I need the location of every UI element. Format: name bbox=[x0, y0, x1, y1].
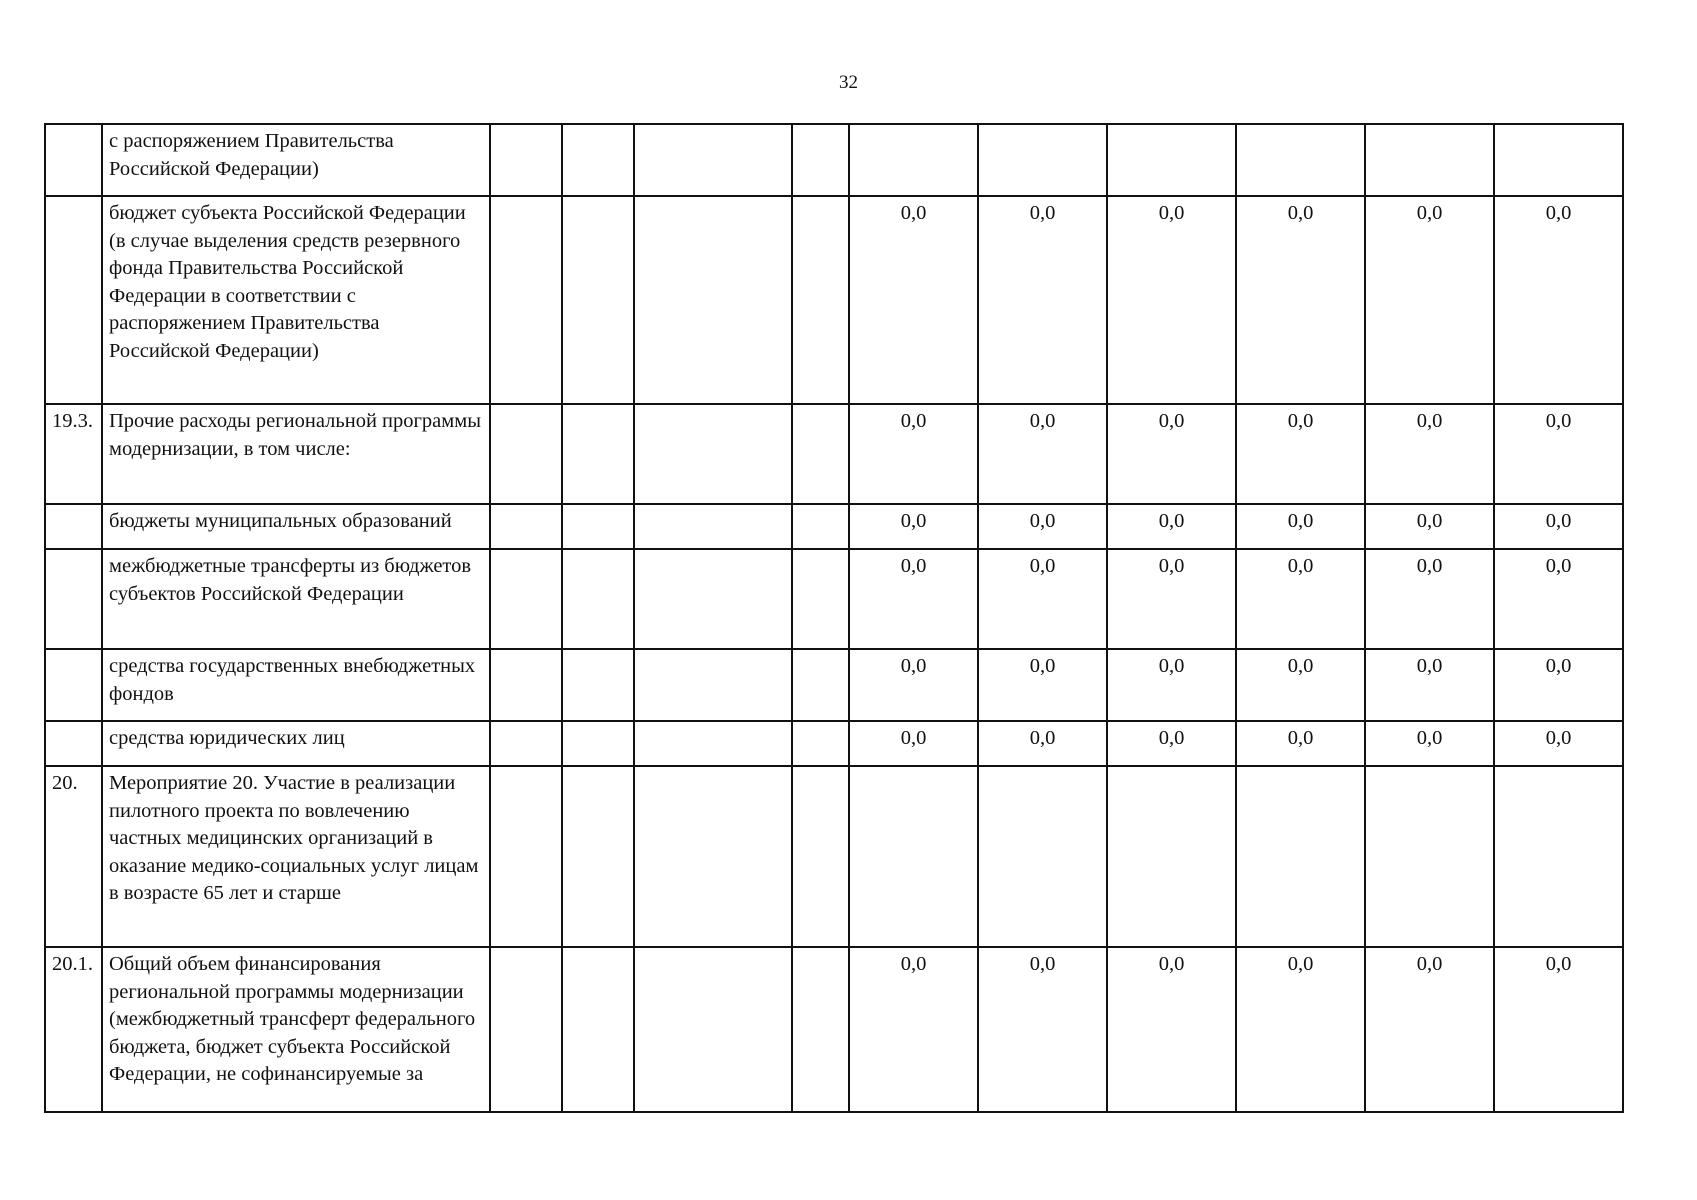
value-cell bbox=[1107, 124, 1236, 196]
value-cell: 0,0 bbox=[1107, 549, 1236, 649]
value-cell: 0,0 bbox=[1236, 196, 1365, 404]
table-row bbox=[45, 721, 1623, 766]
empty-cell bbox=[490, 504, 562, 549]
financing-table bbox=[44, 123, 1624, 1113]
empty-cell bbox=[792, 196, 849, 404]
row-number bbox=[45, 721, 102, 766]
empty-cell bbox=[490, 124, 562, 196]
table-row bbox=[45, 124, 1623, 196]
row-description: Мероприятие 20. Участие в реализации пилотного проекта по вовлечению частных медицинских организаций в оказание медико-социальных услуг лицам в возрасте 65 лет и старше bbox=[102, 766, 490, 947]
value-cell: 0,0 bbox=[1236, 504, 1365, 549]
value-cell: 0,0 bbox=[1494, 947, 1623, 1112]
value-cell bbox=[849, 766, 978, 947]
value-cell: 0,0 bbox=[1107, 196, 1236, 404]
value-cell: 0,0 bbox=[1494, 504, 1623, 549]
row-description: бюджеты муниципальных образований bbox=[102, 504, 490, 549]
empty-cell bbox=[562, 549, 634, 649]
empty-cell bbox=[490, 721, 562, 766]
row-description: средства юридических лиц bbox=[102, 721, 490, 766]
value-cell: 0,0 bbox=[978, 196, 1107, 404]
row-number bbox=[45, 504, 102, 549]
row-description: Прочие расходы региональной программы модернизации, в том числе: bbox=[102, 404, 490, 504]
row-number: 20. bbox=[45, 766, 102, 947]
empty-cell bbox=[562, 196, 634, 404]
value-cell: 0,0 bbox=[849, 196, 978, 404]
table-row bbox=[45, 766, 1623, 947]
empty-cell bbox=[490, 196, 562, 404]
empty-cell bbox=[792, 766, 849, 947]
empty-cell bbox=[634, 549, 792, 649]
value-cell: 0,0 bbox=[978, 549, 1107, 649]
value-cell: 0,0 bbox=[978, 504, 1107, 549]
value-cell: 0,0 bbox=[1107, 721, 1236, 766]
row-description: Общий объем финансирования региональной программы модернизации (межбюджетный трансферт федерального бюджета, бюджет субъекта Российской Федерации, не софинансируемые за bbox=[102, 947, 490, 1112]
empty-cell bbox=[562, 766, 634, 947]
empty-cell bbox=[562, 947, 634, 1112]
value-cell: 0,0 bbox=[1107, 504, 1236, 549]
value-cell: 0,0 bbox=[849, 649, 978, 721]
value-cell: 0,0 bbox=[1107, 947, 1236, 1112]
empty-cell bbox=[792, 404, 849, 504]
value-cell bbox=[1494, 766, 1623, 947]
table-row bbox=[45, 504, 1623, 549]
empty-cell bbox=[792, 649, 849, 721]
value-cell bbox=[1494, 124, 1623, 196]
value-cell: 0,0 bbox=[1365, 504, 1494, 549]
value-cell: 0,0 bbox=[978, 404, 1107, 504]
value-cell: 0,0 bbox=[1494, 404, 1623, 504]
empty-cell bbox=[562, 721, 634, 766]
row-number bbox=[45, 649, 102, 721]
value-cell: 0,0 bbox=[849, 947, 978, 1112]
table-row bbox=[45, 947, 1623, 1112]
value-cell: 0,0 bbox=[1365, 649, 1494, 721]
value-cell bbox=[978, 124, 1107, 196]
empty-cell bbox=[792, 947, 849, 1112]
value-cell bbox=[1365, 766, 1494, 947]
empty-cell bbox=[562, 404, 634, 504]
empty-cell bbox=[634, 766, 792, 947]
value-cell: 0,0 bbox=[1236, 549, 1365, 649]
empty-cell bbox=[792, 504, 849, 549]
value-cell: 0,0 bbox=[1494, 721, 1623, 766]
value-cell: 0,0 bbox=[1365, 721, 1494, 766]
empty-cell bbox=[634, 947, 792, 1112]
row-description: бюджет субъекта Российской Федерации (в случае выделения средств резервного фонда Правительства Российской Федерации в соответствии с распоряжением Правительства Российской Федерации) bbox=[102, 196, 490, 404]
value-cell: 0,0 bbox=[1236, 404, 1365, 504]
value-cell: 0,0 bbox=[1236, 649, 1365, 721]
value-cell: 0,0 bbox=[1365, 404, 1494, 504]
row-description: межбюджетные трансферты из бюджетов субъектов Российской Федерации bbox=[102, 549, 490, 649]
empty-cell bbox=[634, 124, 792, 196]
value-cell: 0,0 bbox=[978, 721, 1107, 766]
value-cell bbox=[1236, 766, 1365, 947]
empty-cell bbox=[490, 549, 562, 649]
value-cell: 0,0 bbox=[1236, 721, 1365, 766]
empty-cell bbox=[792, 721, 849, 766]
table-row bbox=[45, 196, 1623, 404]
row-number bbox=[45, 549, 102, 649]
empty-cell bbox=[490, 649, 562, 721]
value-cell: 0,0 bbox=[849, 549, 978, 649]
value-cell bbox=[1236, 124, 1365, 196]
value-cell: 0,0 bbox=[1494, 649, 1623, 721]
value-cell bbox=[1365, 124, 1494, 196]
empty-cell bbox=[490, 947, 562, 1112]
value-cell: 0,0 bbox=[978, 649, 1107, 721]
table-row bbox=[45, 649, 1623, 721]
empty-cell bbox=[562, 124, 634, 196]
empty-cell bbox=[634, 404, 792, 504]
value-cell: 0,0 bbox=[849, 721, 978, 766]
empty-cell bbox=[562, 504, 634, 549]
value-cell: 0,0 bbox=[1236, 947, 1365, 1112]
row-description: с распоряжением Правительства Российской Федерации) bbox=[102, 124, 490, 196]
row-number bbox=[45, 196, 102, 404]
table-row bbox=[45, 404, 1623, 504]
value-cell: 0,0 bbox=[1365, 196, 1494, 404]
empty-cell bbox=[490, 766, 562, 947]
empty-cell bbox=[634, 196, 792, 404]
value-cell: 0,0 bbox=[1107, 404, 1236, 504]
value-cell: 0,0 bbox=[849, 404, 978, 504]
table-row bbox=[45, 549, 1623, 649]
value-cell: 0,0 bbox=[1365, 947, 1494, 1112]
empty-cell bbox=[634, 649, 792, 721]
row-number: 19.3. bbox=[45, 404, 102, 504]
empty-cell bbox=[792, 549, 849, 649]
row-description: средства государственных внебюджетных фондов bbox=[102, 649, 490, 721]
value-cell: 0,0 bbox=[978, 947, 1107, 1112]
row-number bbox=[45, 124, 102, 196]
value-cell bbox=[1107, 766, 1236, 947]
empty-cell bbox=[490, 404, 562, 504]
value-cell: 0,0 bbox=[1365, 549, 1494, 649]
empty-cell bbox=[792, 124, 849, 196]
row-number: 20.1. bbox=[45, 947, 102, 1112]
empty-cell bbox=[634, 721, 792, 766]
value-cell: 0,0 bbox=[1494, 549, 1623, 649]
value-cell: 0,0 bbox=[1107, 649, 1236, 721]
value-cell: 0,0 bbox=[849, 504, 978, 549]
page-number: 32 bbox=[839, 72, 858, 93]
value-cell bbox=[849, 124, 978, 196]
value-cell: 0,0 bbox=[1494, 196, 1623, 404]
empty-cell bbox=[634, 504, 792, 549]
value-cell bbox=[978, 766, 1107, 947]
empty-cell bbox=[562, 649, 634, 721]
